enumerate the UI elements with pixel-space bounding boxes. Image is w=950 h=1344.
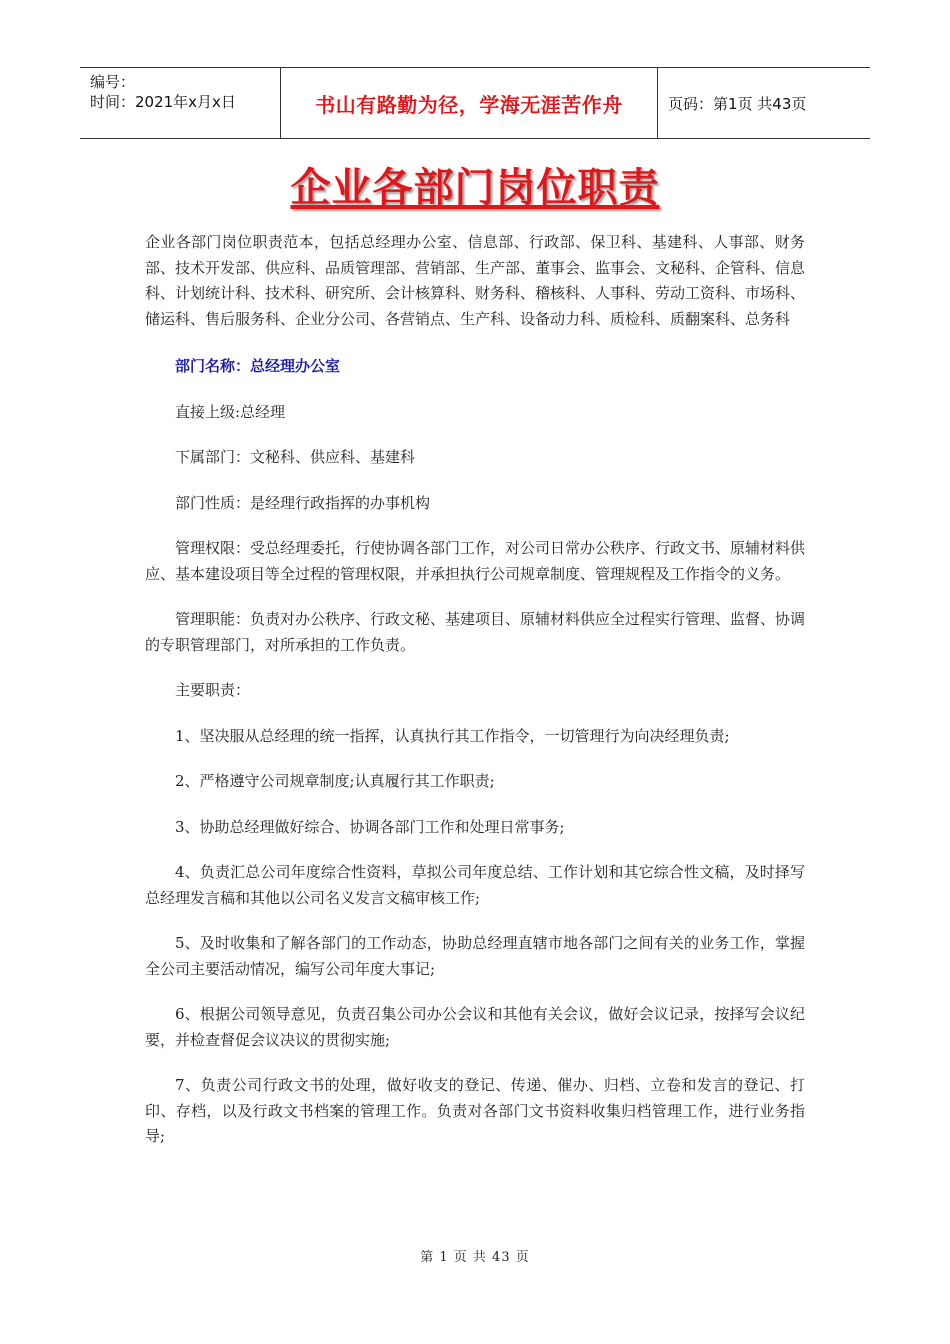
header-motto: 书山有路勤为径，学海无涯苦作舟 <box>281 68 658 138</box>
paragraph-duties-heading: 主要职责： <box>175 681 251 699</box>
paragraph-authority: 管理权限：受总经理委托，行使协调各部门工作，对公司日常办公秩序、行政文书、原辅材料供应、基本建设项目等全过程的管理权限，并承担执行公司规章制度、管理规程及工作指令的义务。 <box>145 539 806 583</box>
duty-item-4: 4、负责汇总公司年度综合性资料，草拟公司年度总结、工作计划和其它综合性文稿，及时择写总经理发言稿和其他以公司名义发言文稿审核工作; <box>145 863 805 907</box>
paragraph-superior: 直接上级:总经理 <box>175 402 286 421</box>
header-table <box>80 67 870 139</box>
duty-item-3: 3、协助总经理做好综合、协调各部门工作和处理日常事务; <box>175 817 565 836</box>
header-meta-cell <box>80 68 281 138</box>
document-title: 企业各部门岗位职责 <box>290 164 660 211</box>
duty-item-7: 7、负责公司行政文书的处理，做好收支的登记、传递、催办、归档、立卷和发言的登记、打印、存档，以及行政文书档案的管理工作。负责对各部门文书资料收集归档管理工作，进行业务指导; <box>145 1076 805 1145</box>
paragraph-nature: 部门性质：是经理行政指挥的办事机构 <box>175 493 431 512</box>
duty-item-2: 2、严格遵守公司规章制度;认真履行其工作职责; <box>175 772 495 790</box>
paragraph-subordinates: 下属部门：文秘科、供应科、基建科 <box>175 448 416 466</box>
page-footer: 第 1 页 共 43 页 <box>420 1250 530 1265</box>
paragraph-function: 管理职能：负责对办公秩序、行政文秘、基建项目、原辅材料供应全过程实行管理、监督、协调的专职管理部门，对所承担的工作负责。 <box>145 610 806 654</box>
intro-paragraph: 企业各部门岗位职责范本，包括总经理办公室、信息部、行政部、保卫科、基建科、人事部、财务部、技术开发部、供应科、品质管理部、营销部、生产部、董事会、监事会、文秘科、企管科、信息科、计划统计科、技术科、研究所、会计核算科、财务科、稽核科、人事科、劳动工资科、市场科、储运科、售后服务科、企业分公司、各营销点、生产科、设备动力科、质检科、质翻案科、总务科 <box>145 233 806 328</box>
duty-item-6: 6、根据公司领导意见，负责召集公司办公会议和其他有关会议，做好会议记录，按择写会议纪要，并检查督促会议决议的贯彻实施; <box>145 1005 805 1049</box>
duty-item-5: 5、及时收集和了解各部门的工作动态，协助总经理直辖市地各部门之间有关的业务工作，掌握全公司主要活动情况，编写公司年度大事记; <box>145 934 805 978</box>
department-heading: 部门名称：总经理办公室 <box>175 357 341 375</box>
header-page-info: 页码：第1页 共43页 <box>668 94 807 113</box>
document-number-label: 编号： <box>90 73 136 91</box>
document-date-label: 时间：2021年x月x日 <box>90 93 236 111</box>
duty-item-1: 1、坚决服从总经理的统一指挥，认真执行其工作指令，一切管理行为向决经理负责; <box>175 726 730 745</box>
document-title-wrap <box>0 156 950 213</box>
document-body <box>145 230 805 1150</box>
